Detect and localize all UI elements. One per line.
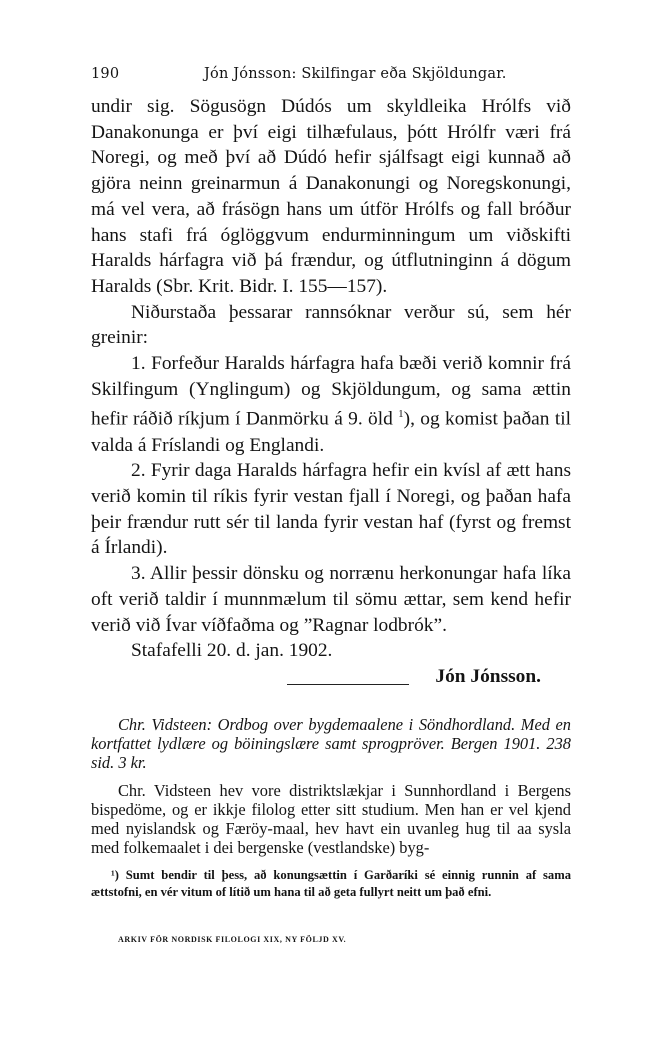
conclusion-point-2: 2. Fyrir daga Haralds hárfagra hefir ein kvísl af ætt hans verið komin til ríkis fyrir vestan fjall í Noregi, og þaðan hafa þeir frændur rutt sér til landa fyrir vestan haf (fyrst og fremst á Írlandi). (91, 460, 571, 559)
point-1-text: 1. Forfeður Haralds hárfagra hafa bæði verið komnir frá Skilfingum (Ynglingum) og Skjöldungum, og sama ættin hefir ráðið ríkjum í Danmörku á 9. öld (91, 353, 571, 430)
conclusion-point-1 (91, 351, 571, 458)
point-1-text-end: ), og komist þaðan til valda á Fríslandi og Englandi. (91, 408, 571, 456)
running-title: Jón Jónsson: Skilfingar eða Skjöldungar. (204, 66, 507, 82)
review-citation: Chr. Vidsteen: Ordbog over bygdemaalene i Söndhordland. Med en kortfattet lydlære og böiningslære samt sprogpröver. Bergen 1901. 238 sid. 3 kr. (91, 715, 571, 773)
book-review (91, 715, 571, 857)
paragraph-conclusion-intro: Niðurstaða þessarar rannsóknar verður sú, sem hér greinir: (91, 301, 571, 349)
footnote (91, 867, 571, 901)
review-body: Chr. Vidsteen hev vore distriktslækjar i Sunnhordland i Bergens bispedöme, og er ikkje filolog etter sitt studium. Men han er vel kjend med nyislandsk og Færöy-maal, hev havt ein uvanleg hug til aa sysla med folkemaalet i dei bergenske (vestlandske) byg- (91, 780, 571, 858)
footnote-text: ¹) Sumt bendir til þess, að konungsættin í Garðaríki sé einnig runnin af sama ættstofni, en vér vitum of lítið um hana til að geta fullyrt neitt um það efni. (91, 868, 571, 899)
conclusion-point-3: 3. Allir þessir dönsku og norrænu herkonungar hafa líka oft verið taldir í munnmælum til sömu ættar, sem kend hefir verið við Ívar víðfaðma og ”Ragnar lodbrók”. (91, 563, 571, 636)
footnote-marker: 1 (398, 408, 404, 421)
author-signature: Jón Jónsson. (435, 665, 541, 687)
page-number: 190 (91, 66, 120, 82)
section-divider (287, 684, 409, 685)
place-date: Stafafelli 20. d. jan. 1902. (131, 640, 333, 662)
paragraph-continued: undir sig. Sögusögn Dúdós um skyldleika Hrólfs við Danakonunga er því eigi tilhæfulaus, þótt Hrólfr væri frá Noregi, og með því að Dúdó hefir sjálfsagt eigi kunnað að gjöra neinn greinarmun á Danakonungi og Noregskonungi, má vel vera, að frásögn hans um útför Hrólfs og fall bróður hans stafi frá óglöggvum endurminningum um viðskifti Haralds hárfagra við þá frændur, og útflutninginn á dögum Haralds (Sbr. Krit. Bidr. I. 155—157). (91, 96, 571, 297)
printer-signature-line: ARKIV FÖR NORDISK FILOLOGI XIX, NY FÖLJD XV. (118, 935, 347, 944)
main-text (91, 94, 571, 690)
